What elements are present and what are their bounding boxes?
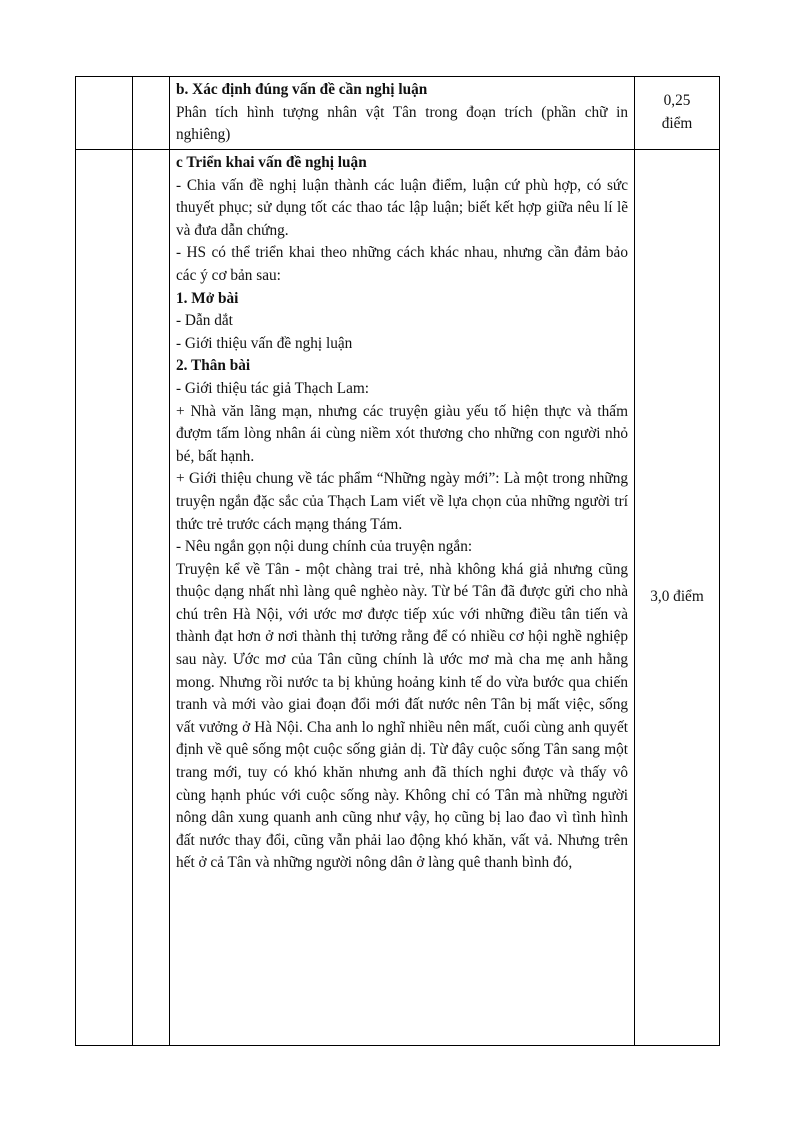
score-cell [635, 77, 720, 150]
list-item: - Dẫn dắt [176, 312, 233, 330]
score-value: 0,25 điểm [661, 92, 693, 132]
list-item: - Giới thiệu tác giả Thạch Lam: [176, 379, 370, 397]
criteria-paragraph: Truyện kể về Tân - một chàng trai trẻ, nhà không khá giả nhưng cũng thuộc dạng nhất nhì làng quê nghèo này. Từ bé Tân đã được gửi cho nhà chú trên Hà Nội, với ước mơ được tiếp xúc với những điều tân tiến và thành đạt hơn ở nơi thành thị tưởng rằng để có nhiều cơ hội nghề nghiệp sau này. Ước mơ của Tân cũng chính là ước mơ mà cha mẹ anh hằng mong. Nhưng rồi nước ta bị khủng hoảng kinh tế do vừa bước qua chiến tranh và mới vào giai đoạn đổi mới đất nước nên Tân bị mất việc, sống vất vưởng ở Hà Nội. Cha anh lo nghĩ nhiều nên mất, cuối cùng anh quyết định về quê sống một cuộc sống giản dị. Từ đây cuộc sống Tân sang một trang mới, tuy có khó khăn nhưng anh đã thích nghi được và thấy vô cùng hạnh phúc với cuộc sống này. Không chỉ có Tân mà những người nông dân xung quanh anh cũng như vậy, họ cũng bị lao đao vì tình hình đất nước thay đổi, cũng vẫn phải lao động khó khăn, vất vả. Nhưng trên hết ở cả Tân và những người nông dân ở làng quê thanh bình đó, [176, 560, 628, 872]
criteria-paragraph: + Nhà văn lãng mạn, nhưng các truyện giàu yếu tố hiện thực và thấm đượm tấm lòng nhân ái cùng niềm xót thương cho những con người nhỏ bé, bất hạnh. [176, 402, 628, 465]
criteria-body: Phân tích hình tượng nhân vật Tân trong đoạn trích (phần chữ in nghiêng) [176, 103, 628, 144]
criteria-paragraph: - HS có thể triển khai theo những cách khác nhau, nhưng cần đảm bảo các ý cơ bản sau: [176, 244, 628, 284]
criteria-cell [170, 77, 635, 150]
list-item: - Nêu ngắn gọn nội dung chính của truyện ngắn: [176, 538, 473, 556]
grading-table [75, 76, 720, 1046]
criteria-cell [170, 150, 635, 1046]
section-title: 1. Mở bài [176, 289, 239, 307]
criteria-paragraph: + Giới thiệu chung về tác phẩm “Những ngày mới”: Là một trong những truyện ngắn đặc sắc của Thạch Lam viết về lựa chọn của những người trí thức trẻ trước cách mạng tháng Tám. [176, 470, 628, 533]
empty-cell [76, 150, 133, 1046]
table-row [76, 150, 720, 1046]
score-cell [635, 150, 720, 1046]
empty-cell [133, 77, 170, 150]
list-item: - Giới thiệu vấn đề nghị luận [176, 334, 353, 352]
criteria-heading: b. Xác định đúng vấn đề cần nghị luận [176, 81, 428, 98]
empty-cell [76, 77, 133, 150]
criteria-paragraph: - Chia vấn đề nghị luận thành các luận điểm, luận cứ phù hợp, có sức thuyết phục; sử dụng tốt các thao tác lập luận; biết kết hợp giữa nêu lí lẽ và đưa dẫn chứng. [176, 176, 628, 239]
empty-cell [133, 150, 170, 1046]
score-value: 3,0 điểm [650, 588, 704, 606]
criteria-heading: c Triển khai vấn đề nghị luận [176, 154, 367, 171]
section-title: 2. Thân bài [176, 357, 251, 375]
table-row [76, 77, 720, 150]
